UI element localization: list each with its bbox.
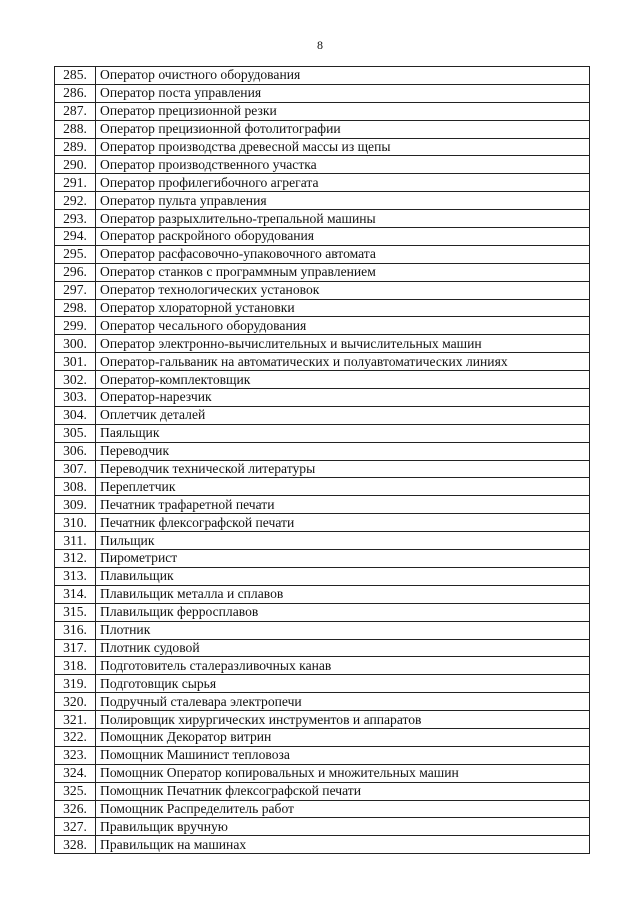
profession-title: Подготовщик сырья [96,675,590,693]
row-number: 323. [55,746,96,764]
profession-title: Помощник Оператор копировальных и множительных машин [96,764,590,782]
table-row [55,639,590,657]
row-number: 313. [55,567,96,585]
profession-title: Оператор поста управления [96,84,590,102]
table-row [55,567,590,585]
row-number: 309. [55,496,96,514]
profession-title: Оператор станков с программным управлением [96,263,590,281]
table-row [55,192,590,210]
row-number: 325. [55,782,96,800]
table-row [55,728,590,746]
profession-title: Переводчик технической литературы [96,460,590,478]
profession-title: Помощник Распределитель работ [96,800,590,818]
row-number: 303. [55,389,96,407]
table-row [55,67,590,85]
table-row [55,693,590,711]
row-number: 305. [55,424,96,442]
row-number: 293. [55,210,96,228]
table-row [55,263,590,281]
profession-title: Помощник Декоратор витрин [96,728,590,746]
table-row [55,532,590,550]
profession-title: Пильщик [96,532,590,550]
profession-title: Правильщик вручную [96,818,590,836]
row-number: 286. [55,84,96,102]
profession-title: Подготовитель сталеразливочных канав [96,657,590,675]
table-row [55,281,590,299]
row-number: 294. [55,228,96,246]
row-number: 292. [55,192,96,210]
table-row [55,317,590,335]
row-number: 316. [55,621,96,639]
table-row [55,746,590,764]
row-number: 290. [55,156,96,174]
profession-title: Оператор расфасовочно-упаковочного автомата [96,245,590,263]
table-row [55,764,590,782]
table-row [55,156,590,174]
profession-title: Оплетчик деталей [96,406,590,424]
profession-title: Паяльщик [96,424,590,442]
row-number: 312. [55,550,96,568]
row-number: 322. [55,728,96,746]
table-row [55,621,590,639]
table-row [55,84,590,102]
row-number: 319. [55,675,96,693]
profession-title: Оператор прецизионной резки [96,102,590,120]
row-number: 311. [55,532,96,550]
row-number: 291. [55,174,96,192]
profession-table [54,66,590,854]
row-number: 301. [55,353,96,371]
table-row [55,174,590,192]
profession-title: Оператор пульта управления [96,192,590,210]
profession-title: Полировщик хирургических инструментов и аппаратов [96,711,590,729]
table-row [55,389,590,407]
row-number: 308. [55,478,96,496]
table-row [55,335,590,353]
table-row [55,657,590,675]
profession-title: Оператор-нарезчик [96,389,590,407]
row-number: 328. [55,836,96,854]
profession-table-body [55,67,590,854]
profession-title: Оператор прецизионной фотолитографии [96,120,590,138]
row-number: 300. [55,335,96,353]
row-number: 288. [55,120,96,138]
table-row [55,353,590,371]
row-number: 307. [55,460,96,478]
table-row [55,603,590,621]
row-number: 314. [55,585,96,603]
row-number: 324. [55,764,96,782]
profession-title: Печатник флексографской печати [96,514,590,532]
profession-title: Плавильщик металла и сплавов [96,585,590,603]
row-number: 302. [55,371,96,389]
table-row [55,818,590,836]
table-row [55,460,590,478]
table-row [55,138,590,156]
table-row [55,102,590,120]
row-number: 295. [55,245,96,263]
row-number: 320. [55,693,96,711]
profession-title: Плотник [96,621,590,639]
table-row [55,782,590,800]
profession-title: Оператор хлораторной установки [96,299,590,317]
row-number: 285. [55,67,96,85]
profession-title: Плотник судовой [96,639,590,657]
table-row [55,424,590,442]
profession-title: Оператор-комплектовщик [96,371,590,389]
table-row [55,675,590,693]
profession-title: Оператор технологических установок [96,281,590,299]
profession-title: Оператор очистного оборудования [96,67,590,85]
profession-title: Переводчик [96,442,590,460]
row-number: 326. [55,800,96,818]
row-number: 297. [55,281,96,299]
profession-title: Плавильщик [96,567,590,585]
row-number: 298. [55,299,96,317]
table-row [55,711,590,729]
profession-title: Помощник Машинист тепловоза [96,746,590,764]
row-number: 299. [55,317,96,335]
profession-title: Оператор раскройного оборудования [96,228,590,246]
profession-title: Помощник Печатник флексографской печати [96,782,590,800]
profession-title: Печатник трафаретной печати [96,496,590,514]
table-row [55,228,590,246]
table-row [55,496,590,514]
row-number: 318. [55,657,96,675]
page-number: 8 [317,38,323,52]
row-number: 310. [55,514,96,532]
row-number: 287. [55,102,96,120]
profession-title: Подручный сталевара электропечи [96,693,590,711]
table-row [55,585,590,603]
row-number: 315. [55,603,96,621]
table-row [55,210,590,228]
profession-title: Оператор производства древесной массы из щепы [96,138,590,156]
profession-title: Плавильщик ферросплавов [96,603,590,621]
row-number: 321. [55,711,96,729]
profession-title: Переплетчик [96,478,590,496]
table-row [55,550,590,568]
table-row [55,478,590,496]
table-row [55,800,590,818]
profession-title: Оператор разрыхлительно-трепальной машины [96,210,590,228]
table-row [55,514,590,532]
table-row [55,442,590,460]
row-number: 327. [55,818,96,836]
table-row [55,245,590,263]
profession-title: Оператор профилегибочного агрегата [96,174,590,192]
profession-title: Правильщик на машинах [96,836,590,854]
row-number: 304. [55,406,96,424]
profession-title: Оператор производственного участка [96,156,590,174]
table-row [55,120,590,138]
table-row [55,371,590,389]
table-row [55,299,590,317]
profession-title: Пирометрист [96,550,590,568]
table-row [55,836,590,854]
table-row [55,406,590,424]
row-number: 289. [55,138,96,156]
row-number: 306. [55,442,96,460]
row-number: 296. [55,263,96,281]
profession-title: Оператор-гальваник на автоматических и полуавтоматических линиях [96,353,590,371]
profession-title: Оператор чесального оборудования [96,317,590,335]
row-number: 317. [55,639,96,657]
profession-title: Оператор электронно-вычислительных и вычислительных машин [96,335,590,353]
